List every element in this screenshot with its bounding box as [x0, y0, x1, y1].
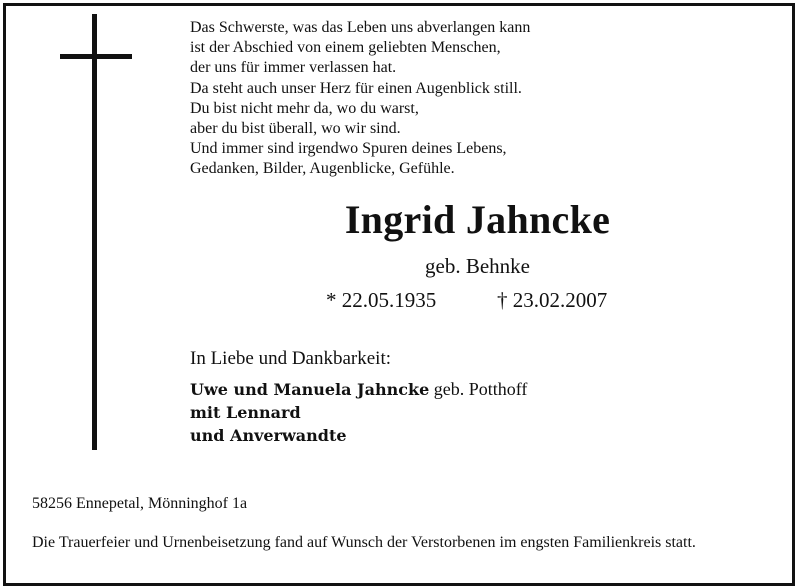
mourner-line — [190, 401, 527, 424]
birth-date: * 22.05.1935 — [326, 288, 437, 312]
funeral-notice: Die Trauerfeier und Urnenbeisetzung fand auf Wunsch der Verstorbenen im engsten Familienkreis statt. — [32, 534, 696, 551]
poem — [190, 18, 750, 180]
poem-line: aber du bist überall, wo wir sind. — [190, 120, 401, 138]
deceased-name: Ingrid Jahncke — [344, 197, 611, 242]
poem-line: Du bist nicht mehr da, wo du warst, — [190, 99, 419, 117]
death-date: † 23.02.2007 — [497, 288, 608, 312]
mourner-child: mit Lennard — [190, 403, 301, 422]
mourner-relatives: und Anverwandte — [190, 426, 347, 445]
poem-line: Da steht auch unser Herz für einen Augenblick still. — [190, 79, 522, 97]
poem-line: Gedanken, Bilder, Augenblicke, Gefühle. — [190, 160, 455, 178]
poem-line: ist der Abschied von einem geliebten Menschen, — [190, 39, 501, 57]
mourner-maiden-name: geb. Potthoff — [429, 379, 528, 399]
poem-line: Und immer sind irgendwo Spuren deines Lebens, — [190, 140, 507, 158]
mourner-names: Uwe und Manuela Jahncke — [190, 380, 430, 399]
mourner-line — [190, 378, 527, 401]
mourner-line — [190, 424, 527, 447]
mourners-intro: In Liebe und Dankbarkeit: — [190, 348, 392, 369]
family-address: 58256 Ennepetal, Mönninghof 1a — [32, 495, 248, 512]
poem-line: der uns für immer verlassen hat. — [190, 59, 397, 77]
deceased-born-name: geb. Behnke — [425, 254, 530, 278]
cross-horizontal-bar — [60, 54, 132, 59]
poem-line: Das Schwerste, was das Leben uns abverlangen kann — [190, 19, 531, 36]
mourners-list — [190, 378, 527, 447]
